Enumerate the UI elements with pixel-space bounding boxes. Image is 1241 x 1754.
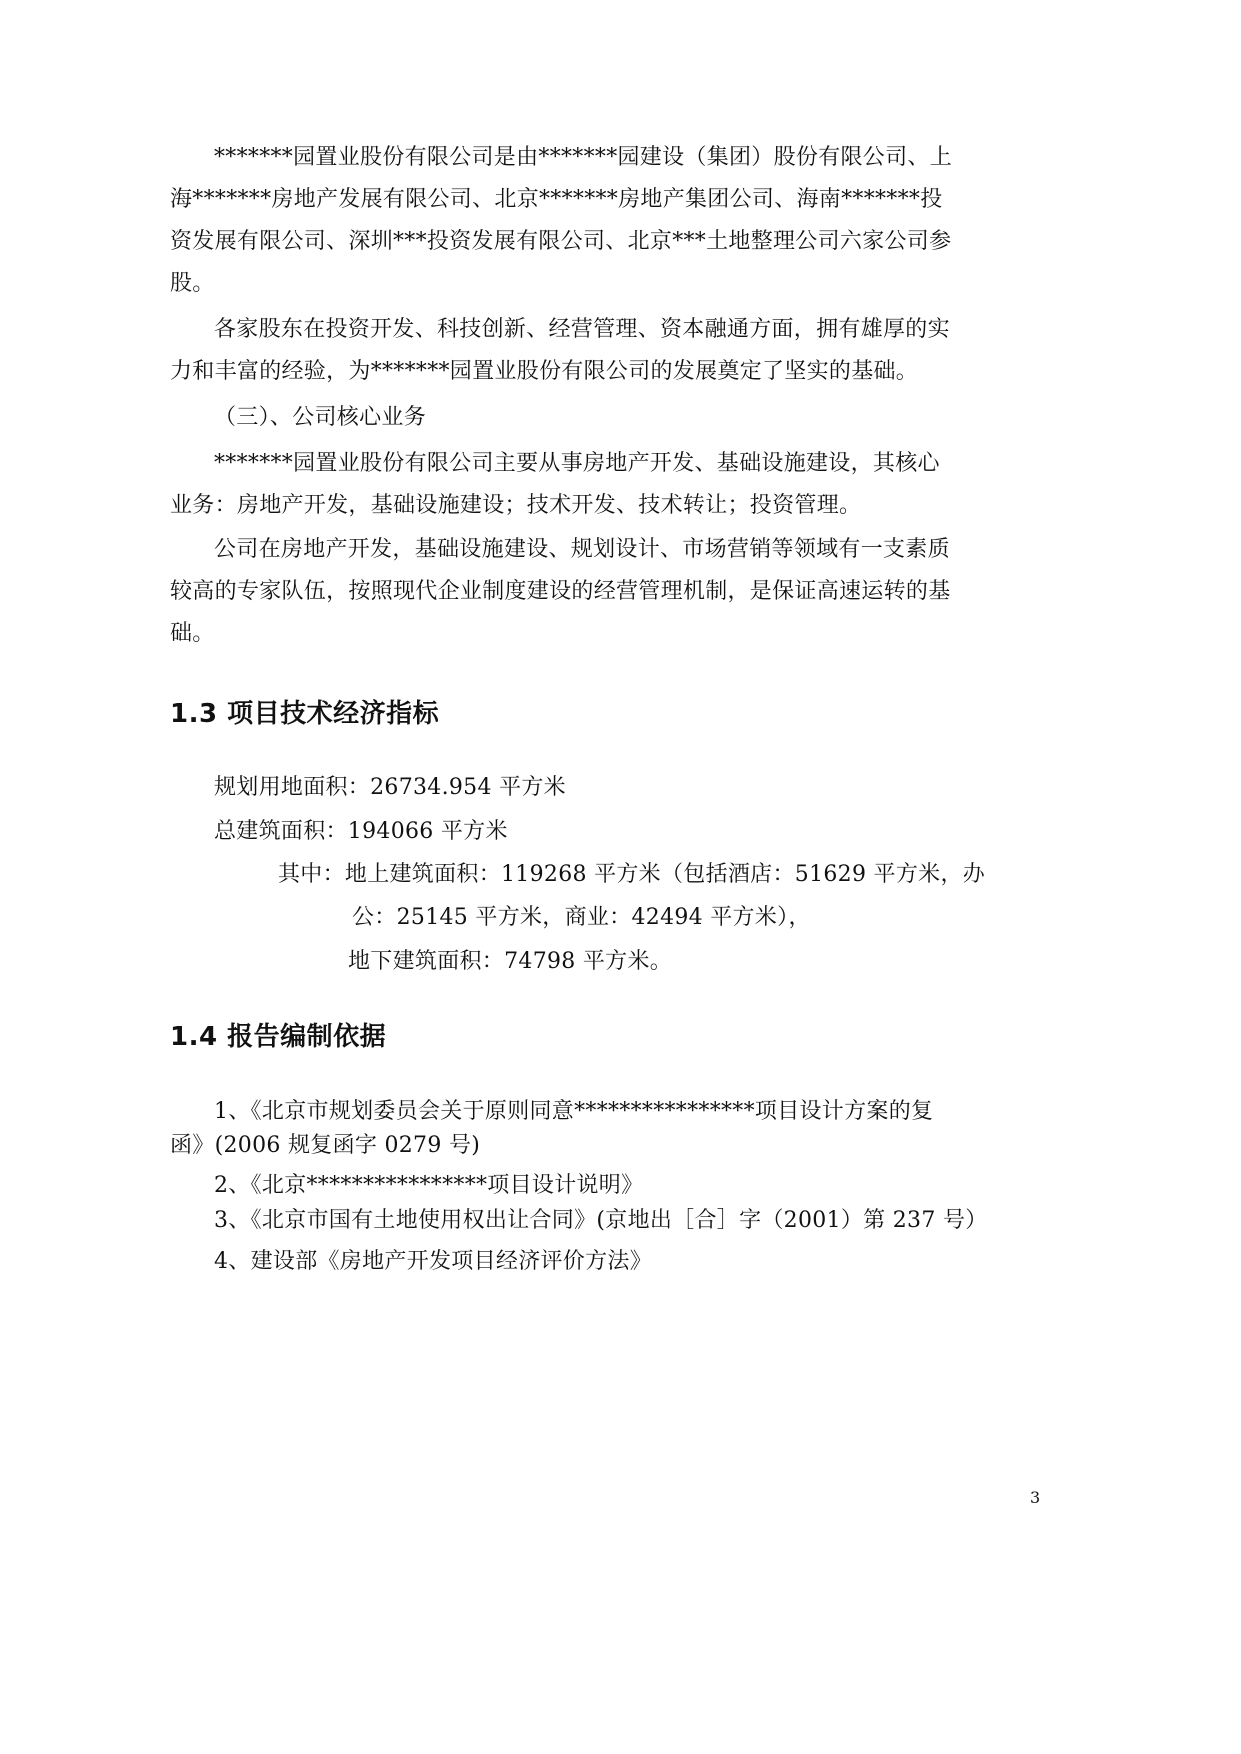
intro-p1-line-2: 海*******房地产发展有限公司、北京*******房地产集团公司、海南*******投 [170,187,943,212]
basis-item-1-line-1: 1、《北京市规划委员会关于原则同意****************项目设计方案的复 [214,1099,934,1124]
intro-p1-line-4: 股。 [170,271,215,296]
land-area: 规划用地面积：26734.954 平方米 [214,775,566,800]
subheading-core-business: （三）、公司核心业务 [214,405,427,430]
section-1-3-title: 1.3 项目技术经济指标 [170,699,440,729]
total-building-area: 总建筑面积：194066 平方米 [214,819,508,844]
intro-p2-line-1: 各家股东在投资开发、科技创新、经营管理、资本融通方面，拥有雄厚的实 [214,317,950,342]
page-number: 3 [1030,1488,1041,1507]
basis-item-2: 2、《北京****************项目设计说明》 [214,1173,644,1198]
section-1-4-title: 1.4 报告编制依据 [170,1022,387,1052]
basis-item-1-line-2: 函》(2006 规复函字 0279 号) [170,1133,481,1158]
above-ground-area-line-1: 其中：地上建筑面积：119268 平方米（包括酒店：51629 平方米，办 [278,862,986,887]
intro-p4-line-2: 较高的专家队伍，按照现代企业制度建设的经营管理机制，是保证高速运转的基 [170,579,951,604]
intro-p3-line-2: 业务：房地产开发，基础设施建设；技术开发、技术转让；投资管理。 [170,493,862,518]
intro-p1-line-1: *******园置业股份有限公司是由*******园建设（集团）股份有限公司、上 [214,145,953,170]
intro-p3-line-1: *******园置业股份有限公司主要从事房地产开发、基础设施建设，其核心 [214,451,940,476]
intro-p4-line-3: 础。 [170,621,215,646]
above-ground-area-line-2: 公：25145 平方米，商业：42494 平方米）， [352,905,811,930]
intro-p1-line-3: 资发展有限公司、深圳***投资发展有限公司、北京***土地整理公司六家公司参 [170,229,952,254]
basis-item-3: 3、《北京市国有土地使用权出让合同》(京地出［合］字（2001）第 237 号） [214,1208,988,1233]
below-ground-area: 地下建筑面积：74798 平方米。 [348,949,673,974]
basis-item-4: 4、建设部《房地产开发项目经济评价方法》 [214,1249,652,1274]
intro-p2-line-2: 力和丰富的经验，为*******园置业股份有限公司的发展奠定了坚实的基础。 [170,359,919,384]
intro-p4-line-1: 公司在房地产开发，基础设施建设、规划设计、市场营销等领域有一支素质 [214,537,950,562]
